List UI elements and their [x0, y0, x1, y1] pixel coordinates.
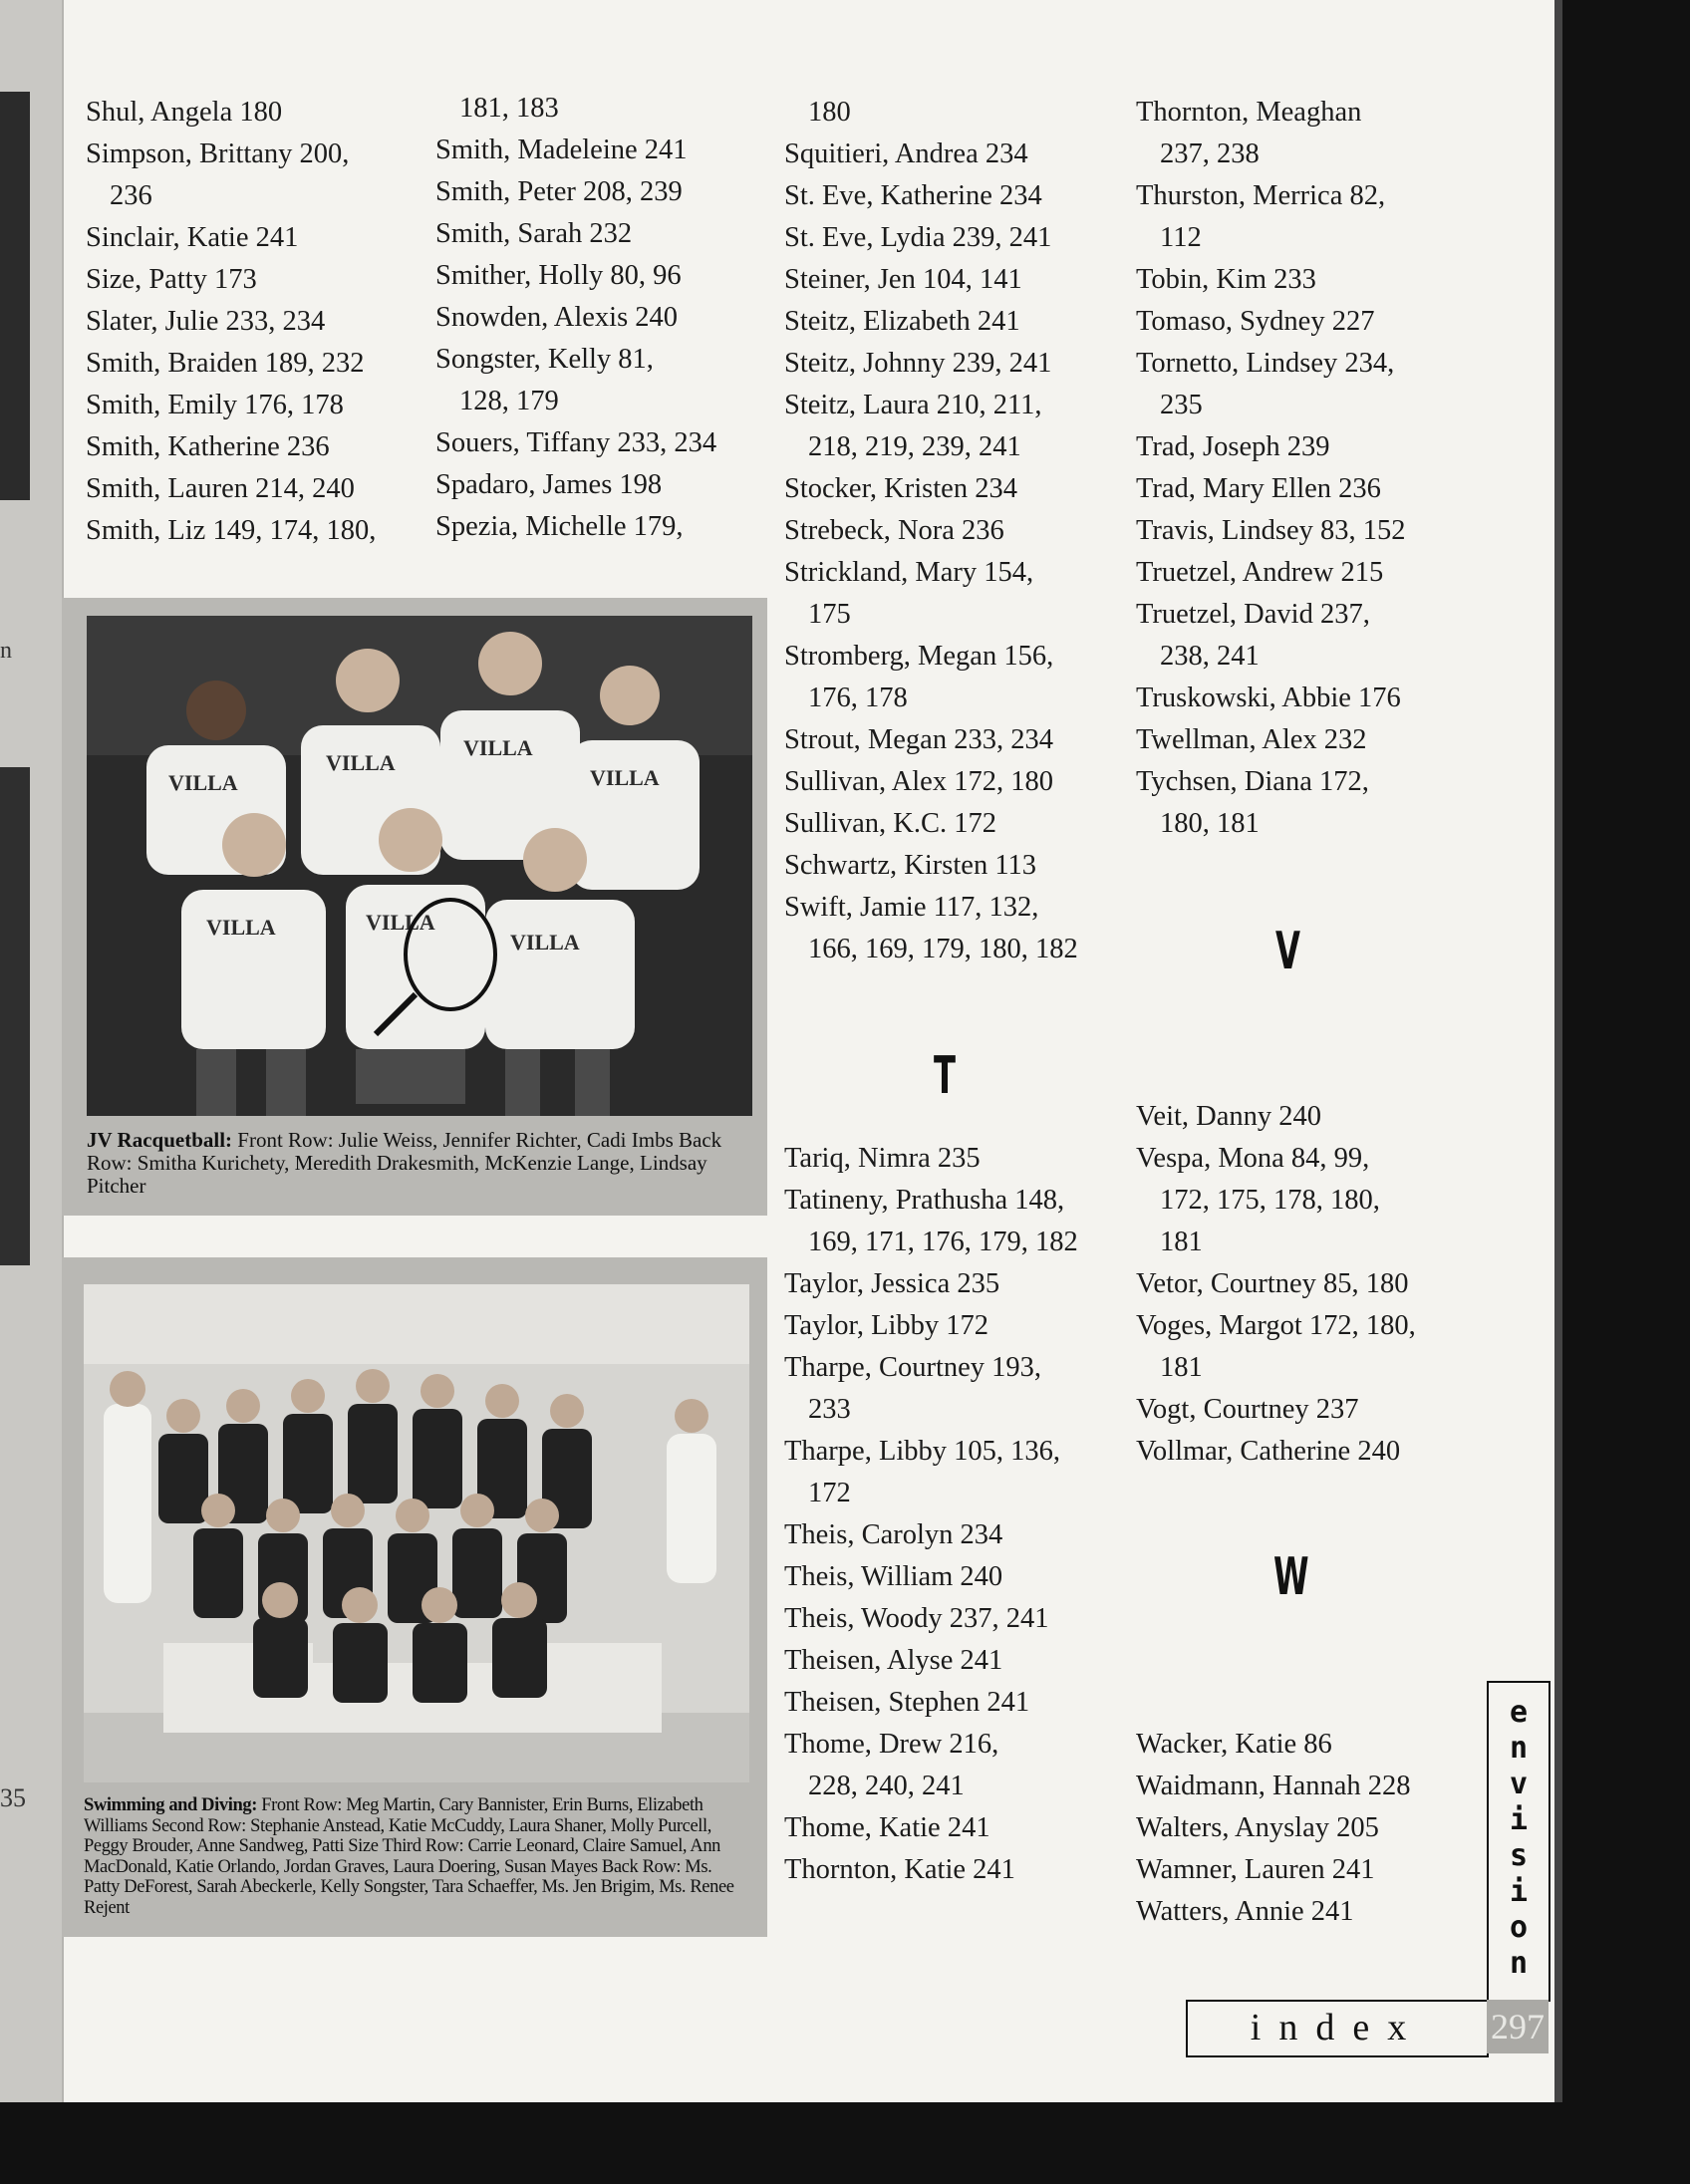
previous-page-folio: 35 [0, 1783, 26, 1812]
tab-letter: i [1509, 1802, 1529, 1837]
index-entry-continuation: 172, 175, 178, 180, [1160, 1185, 1380, 1216]
previous-page-edge [0, 0, 64, 2102]
racquetball-team-photo [87, 616, 752, 1116]
index-entry: Twellman, Alex 232 [1136, 724, 1367, 755]
index-entry: Thornton, Katie 241 [784, 1854, 1015, 1885]
index-entry-continuation: 237, 238 [1160, 138, 1260, 169]
index-entry: Smith, Liz 149, 174, 180, [86, 515, 377, 546]
index-entry: Theis, Woody 237, 241 [784, 1603, 1049, 1634]
index-entry: Waidmann, Hannah 228 [1136, 1771, 1411, 1801]
index-entry: Vollmar, Catherine 240 [1136, 1436, 1401, 1467]
index-entry-continuation: 180, 181 [1160, 808, 1260, 839]
envision-tab-word [1489, 1695, 1549, 1982]
index-entry: Sullivan, Alex 172, 180 [784, 766, 1053, 797]
caption-body: Front Row: Julie Weiss, Jennifer Richter, Cadi Imbs Back Row: Smitha Kurichety, Meredith Drakesmith, McKenzie Lange, Lindsay Pitcher [87, 1128, 722, 1198]
index-entry: Trad, Mary Ellen 236 [1136, 473, 1381, 504]
index-entry: Sullivan, K.C. 172 [784, 808, 996, 839]
index-entry: Steitz, Johnny 239, 241 [784, 348, 1052, 379]
index-entry: Steiner, Jen 104, 141 [784, 264, 1022, 295]
index-entry: Truetzel, Andrew 215 [1136, 557, 1384, 588]
tab-letter: i [1509, 1874, 1529, 1909]
shirt-text: VILLA [590, 765, 660, 790]
index-entry: Tomaso, Sydney 227 [1136, 306, 1375, 337]
index-entry: Smith, Katherine 236 [86, 431, 330, 462]
index-entry: Smith, Sarah 232 [435, 218, 633, 249]
index-entry: St. Eve, Lydia 239, 241 [784, 222, 1052, 253]
index-entry: Shul, Angela 180 [86, 97, 283, 128]
cover-edge [1554, 0, 1562, 2102]
photo-panel-racquetball [62, 598, 767, 1216]
tab-letter: o [1509, 1910, 1529, 1945]
racquetball-team-image [87, 616, 752, 1116]
index-entry-continuation: 112 [1160, 222, 1202, 253]
index-entry: Smither, Holly 80, 96 [435, 260, 682, 291]
tab-letter: n [1509, 1731, 1529, 1766]
index-entry-continuation: 181, 183 [459, 93, 559, 124]
index-entry-continuation: 218, 219, 239, 241 [808, 431, 1021, 462]
index-entry: Theisen, Alyse 241 [784, 1645, 1003, 1676]
index-entry: Strickland, Mary 154, [784, 557, 1034, 588]
swimming-caption [84, 1795, 749, 1918]
shirt-text: VILLA [366, 910, 435, 935]
caption-body: Front Row: Meg Martin, Cary Bannister, Erin Burns, Elizabeth Williams Second Row: Stephanie Anstead, Katie McCuddy, Laura Shaner, Molly Purcell, Peggy Brouder, Anne Sandweg, Patti Size Third Row: Carrie Leonard, Claire Samuel, Ann MacDonald, Katie Orlando, Jordan Graves, Laura Doering, Susan Mayes Back Row: Ms. Patty DeForest, Sarah Abeckerle, Kelly Songster, Tara Schaeffer, Ms. Jen Brigim, Ms. Renee Rejent [84, 1795, 734, 1918]
index-entry: Sinclair, Katie 241 [86, 222, 299, 253]
index-entry: Vespa, Mona 84, 99, [1136, 1143, 1370, 1174]
index-entry-continuation: 238, 241 [1160, 641, 1260, 672]
index-entry: Taylor, Jessica 235 [784, 1268, 1000, 1299]
caption-title: Swimming and Diving: [84, 1795, 257, 1815]
index-entry: Truskowski, Abbie 176 [1136, 682, 1401, 713]
spacer [784, 1012, 1078, 1054]
spacer [1136, 1012, 1416, 1054]
photo-panel-swimming [62, 1257, 767, 1937]
index-entry: Wamner, Lauren 241 [1136, 1854, 1375, 1885]
tab-letter: n [1509, 1946, 1529, 1981]
index-entry: Tharpe, Courtney 193, [784, 1352, 1042, 1383]
spacer [1136, 1473, 1416, 1514]
spacer [1136, 1682, 1416, 1724]
section-letter-t: T [934, 1046, 957, 1106]
index-entry: Taylor, Libby 172 [784, 1310, 989, 1341]
index-entry: Spezia, Michelle 179, [435, 511, 684, 542]
index-entry: Veit, Danny 240 [1136, 1101, 1322, 1132]
index-entry-continuation: 128, 179 [459, 386, 559, 416]
index-entry: Steitz, Elizabeth 241 [784, 306, 1020, 337]
index-entry: Steitz, Laura 210, 211, [784, 390, 1042, 420]
index-entry: Theis, Carolyn 234 [784, 1519, 1003, 1550]
index-entry: Voges, Margot 172, 180, [1136, 1310, 1416, 1341]
index-entry: Smith, Braiden 189, 232 [86, 348, 365, 379]
section-tab [1487, 1681, 1550, 2002]
page-number-box [1487, 2000, 1549, 2053]
index-entry-continuation: 176, 178 [808, 682, 908, 713]
index-entry: Swift, Jamie 117, 132, [784, 892, 1039, 923]
index-entry: Stocker, Kristen 234 [784, 473, 1017, 504]
index-entry: Size, Patty 173 [86, 264, 257, 295]
index-entry-continuation: 235 [1160, 390, 1203, 420]
section-label-box [1186, 2000, 1489, 2057]
index-entry: Theis, William 240 [784, 1561, 1003, 1592]
index-entry: Smith, Madeleine 241 [435, 135, 688, 165]
shirt-text: VILLA [326, 750, 396, 775]
spacer [784, 1054, 1078, 1096]
index-entry-continuation: 181 [1160, 1352, 1203, 1383]
index-entry: Trad, Joseph 239 [1136, 431, 1330, 462]
index-column-1 [86, 92, 376, 552]
index-entry: Strebeck, Nora 236 [784, 515, 1004, 546]
caption-title: JV Racquetball: [87, 1128, 233, 1152]
shirt-text: VILLA [463, 735, 533, 760]
index-entry: Tatineny, Prathusha 148, [784, 1185, 1065, 1216]
index-entry: Thome, Drew 216, [784, 1729, 999, 1760]
index-entry: Thome, Katie 241 [784, 1812, 990, 1843]
spacer [784, 970, 1078, 1012]
index-entry: Smith, Lauren 214, 240 [86, 473, 355, 504]
index-entry: Wacker, Katie 86 [1136, 1729, 1332, 1760]
index-entry: Squitieri, Andrea 234 [784, 138, 1028, 169]
spacer [1136, 845, 1416, 887]
spacer [1136, 1054, 1416, 1096]
swimming-team-image [84, 1284, 749, 1782]
index-entry: Stromberg, Megan 156, [784, 641, 1054, 672]
tab-letter: e [1509, 1695, 1529, 1730]
index-entry: Travis, Lindsey 83, 152 [1136, 515, 1406, 546]
index-column-2 [435, 88, 716, 548]
index-entry-continuation: 228, 240, 241 [808, 1771, 965, 1801]
previous-page-photo [0, 92, 30, 500]
index-entry: Simpson, Brittany 200, [86, 138, 350, 169]
section-letter-v: V [1275, 922, 1300, 981]
section-letter-w: W [1273, 1547, 1309, 1607]
index-entry: Souers, Tiffany 233, 234 [435, 427, 717, 458]
index-entry: Tobin, Kim 233 [1136, 264, 1316, 295]
index-entry-continuation: 236 [110, 180, 152, 211]
index-entry: Spadaro, James 198 [435, 469, 663, 500]
index-entry: Thurston, Merrica 82, [1136, 180, 1386, 211]
racquetball-caption [87, 1129, 752, 1198]
index-entry: Slater, Julie 233, 234 [86, 306, 326, 337]
index-entry-continuation: 233 [808, 1394, 851, 1425]
swimming-team-photo [84, 1284, 749, 1782]
index-entry: Schwartz, Kirsten 113 [784, 850, 1037, 881]
tab-letter: s [1509, 1838, 1529, 1873]
index-entry: Vogt, Courtney 237 [1136, 1394, 1359, 1425]
index-entry: Smith, Emily 176, 178 [86, 390, 344, 420]
index-entry: St. Eve, Katherine 234 [784, 180, 1042, 211]
spacer [1136, 1640, 1416, 1682]
previous-page-text-fragment: n [0, 638, 12, 664]
index-entry-continuation: 172 [808, 1478, 851, 1508]
index-entry: Songster, Kelly 81, [435, 344, 654, 375]
index-column-3 [784, 92, 1078, 1891]
index-entry-continuation: 180 [808, 97, 851, 128]
index-entry: Theisen, Stephen 241 [784, 1687, 1030, 1718]
index-column-4 [1136, 92, 1416, 1933]
section-label: index [1250, 2007, 1425, 2048]
spacer [784, 1096, 1078, 1138]
index-entry: Walters, Anyslay 205 [1136, 1812, 1379, 1843]
index-entry-continuation: 175 [808, 599, 851, 630]
index-entry: Strout, Megan 233, 234 [784, 724, 1053, 755]
index-entry: Tornetto, Lindsey 234, [1136, 348, 1395, 379]
index-entry: Tariq, Nimra 235 [784, 1143, 981, 1174]
index-entry: Thornton, Meaghan [1136, 97, 1362, 128]
index-entry: Vetor, Courtney 85, 180 [1136, 1268, 1409, 1299]
page-number: 297 [1491, 2007, 1545, 2047]
index-entry: Smith, Peter 208, 239 [435, 176, 683, 207]
index-entry: Tychsen, Diana 172, [1136, 766, 1369, 797]
previous-page-photo [0, 767, 30, 1265]
index-entry-continuation: 169, 171, 176, 179, 182 [808, 1227, 1078, 1257]
shirt-text: VILLA [510, 930, 580, 955]
index-entry: Watters, Annie 241 [1136, 1896, 1354, 1927]
shirt-text: VILLA [206, 915, 276, 940]
index-entry-continuation: 166, 169, 179, 180, 182 [808, 934, 1078, 964]
index-entry-continuation: 181 [1160, 1227, 1203, 1257]
tab-letter: v [1509, 1767, 1529, 1801]
index-entry: Snowden, Alexis 240 [435, 302, 679, 333]
index-entry: Tharpe, Libby 105, 136, [784, 1436, 1061, 1467]
index-entry: Truetzel, David 237, [1136, 599, 1370, 630]
shirt-text: VILLA [168, 770, 238, 795]
